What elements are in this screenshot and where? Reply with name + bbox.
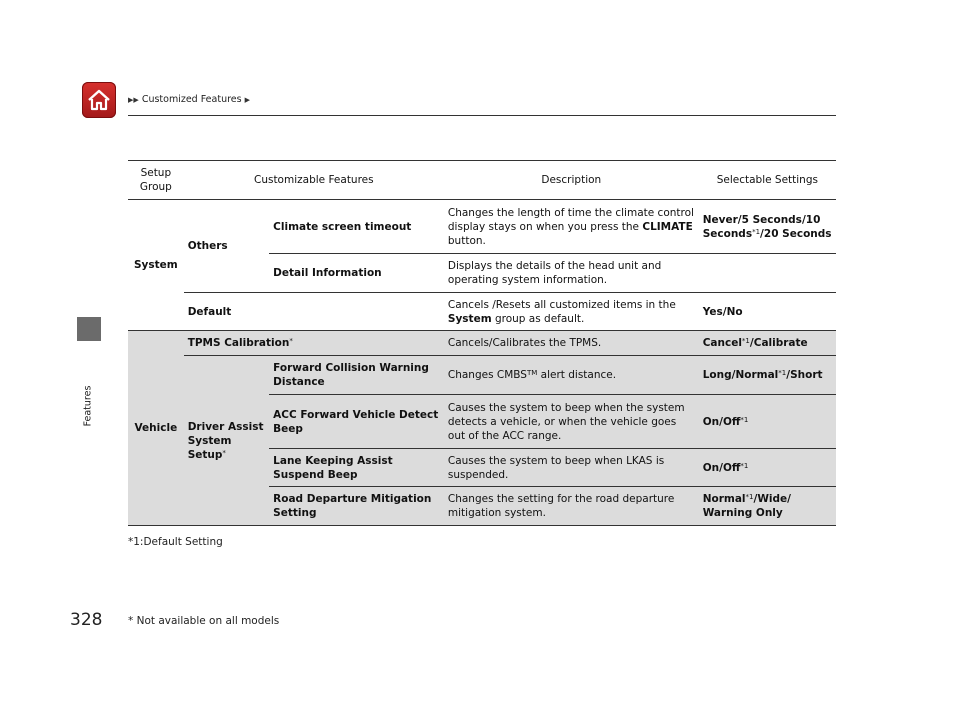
settings-acc-detect-beep: On/Off$^{*1}$ [699,395,836,449]
settings-road-departure-mitigation: Normal$^{*1}$/Wide/ Warning Only [699,487,836,526]
header-divider [128,115,836,116]
feature-detail-information: Detail Information [269,254,444,293]
breadcrumb-arrows-icon: ▶▶ [128,96,139,104]
desc-forward-collision-warning: Changes CMBS™ alert distance. [444,356,699,395]
feature-acc-detect-beep: ACC Forward Vehicle Detect Beep [269,395,444,449]
header-customizable-features: Customizable Features [184,161,444,200]
desc-climate-timeout: Changes the length of time the climate control display stays on when you press the CLIMATE button. [444,200,699,254]
group-system: System [128,200,184,331]
header-setup-group: Setup Group [128,161,184,200]
home-icon [87,88,111,112]
subgroup-others: Others [184,200,269,293]
header-description: Description [444,161,699,200]
settings-forward-collision-warning: Long/Normal$^{*1}$/Short [699,356,836,395]
availability-footnote: * Not available on all models [128,615,280,627]
feature-tpms-calibration: TPMS Calibration* [184,331,444,356]
desc-acc-detect-beep: Causes the system to beep when the system detects a vehicle, or when the vehicle goes out of the ACC range. [444,395,699,449]
customized-features-table [128,160,836,526]
settings-climate-timeout: Never/5 Seconds/10 Seconds$^{*1}$/20 Seconds [699,200,836,254]
breadcrumb-link[interactable]: Customized Features [141,94,242,105]
desc-road-departure-mitigation: Changes the setting for the road departure mitigation system. [444,487,699,526]
section-tab-marker [77,317,101,341]
header-selectable-settings: Selectable Settings [699,161,836,200]
feature-forward-collision-warning: Forward Collision Warning Distance [269,356,444,395]
desc-detail-information: Displays the details of the head unit and operating system information. [444,254,699,293]
feature-default: Default [184,293,444,331]
breadcrumb-arrow-icon: ▶ [244,96,250,104]
subgroup-driver-assist: Driver Assist System Setup* [184,356,269,526]
group-vehicle: Vehicle [128,331,184,526]
desc-tpms-calibration: Cancels/Calibrates the TPMS. [444,331,699,356]
default-setting-note: *1:Default Setting [128,536,223,548]
settings-tpms-calibration: Cancel$^{*1}$/Calibrate [699,331,836,356]
breadcrumb [128,94,250,105]
section-tab-label: Features [82,385,94,427]
settings-default: Yes/No [699,293,836,331]
page-number: 328 [70,610,103,630]
feature-climate-timeout: Climate screen timeout [269,200,444,254]
desc-default: Cancels /Resets all customized items in the System group as default. [444,293,699,331]
settings-lkas-suspend-beep: On/Off$^{*1}$ [699,449,836,487]
settings-detail-information [699,254,836,293]
feature-lkas-suspend-beep: Lane Keeping Assist Suspend Beep [269,449,444,487]
feature-road-departure-mitigation: Road Departure Mitigation Setting [269,487,444,526]
desc-lkas-suspend-beep: Causes the system to beep when LKAS is suspended. [444,449,699,487]
home-button[interactable] [82,82,116,118]
